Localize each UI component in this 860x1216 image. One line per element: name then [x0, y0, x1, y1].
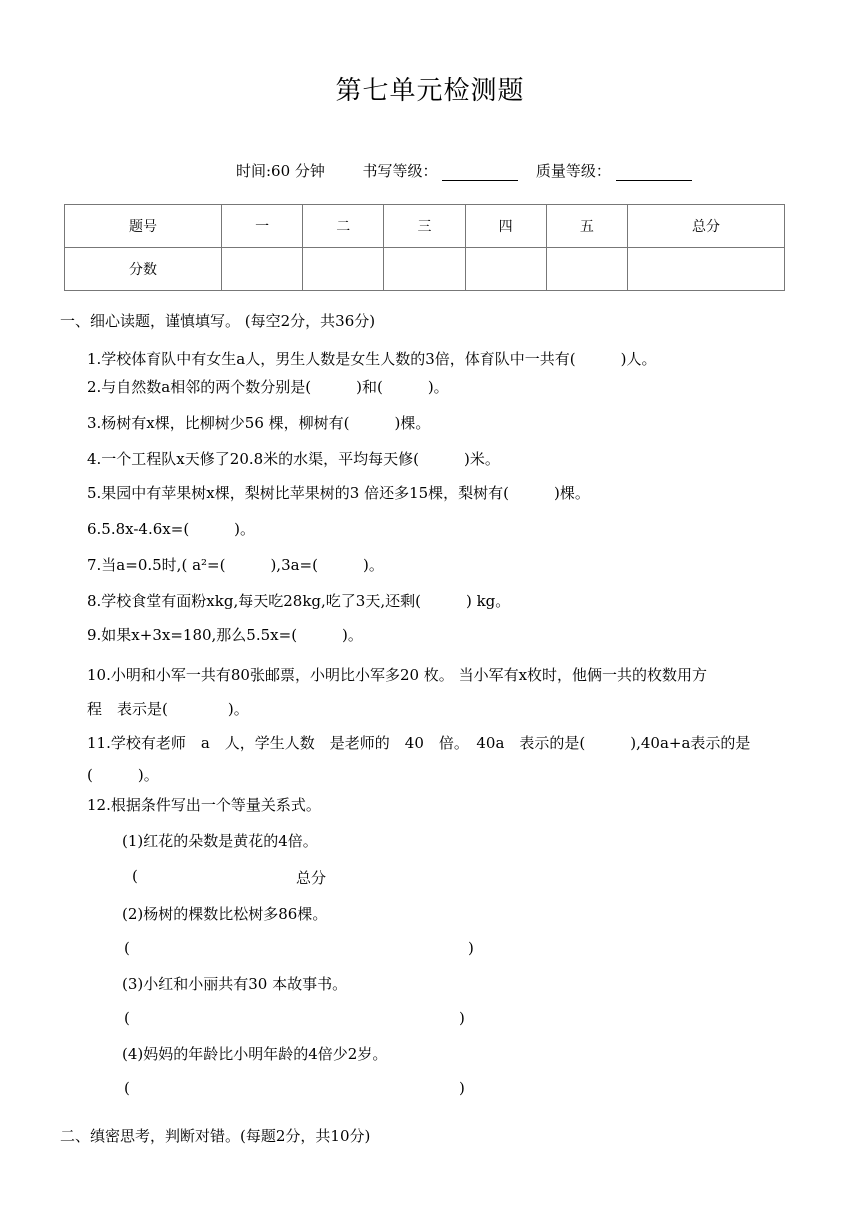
- question-3: 3.杨树有x棵，比柳树少56 棵，柳树有( )棵。: [87, 414, 431, 432]
- header-cell-3: 三: [384, 205, 465, 248]
- question-10-line-2: 程 表示是( )。: [87, 700, 249, 718]
- score-cell[interactable]: [465, 248, 546, 291]
- score-row-label: 分数: [65, 248, 222, 291]
- header-cell-1: 一: [221, 205, 302, 248]
- sub-question-1: (1)红花的朵数是黄花的4倍。: [122, 832, 318, 850]
- question-4: 4.一个工程队x天修了20.8米的水渠，平均每天修( )米。: [87, 450, 500, 468]
- sub-question-2: (2)杨树的棵数比松树多86棵。: [122, 905, 328, 923]
- header-cell-number: 题号: [65, 205, 222, 248]
- answer-paren-open: (: [124, 1009, 130, 1027]
- question-8: 8.学校食堂有面粉xkg,每天吃28kg,吃了3天,还剩( ) kg。: [87, 592, 511, 610]
- header-cell-2: 二: [303, 205, 384, 248]
- score-cell[interactable]: [384, 248, 465, 291]
- answer-paren-close: ): [468, 939, 474, 957]
- answer-paren-close: ): [459, 1079, 465, 1097]
- header-cell-5: 五: [546, 205, 627, 248]
- exam-meta: [236, 160, 692, 181]
- score-cell[interactable]: [627, 248, 784, 291]
- question-11-line-2: ( )。: [87, 766, 159, 784]
- quality-grade-label: 质量等级：: [535, 162, 611, 180]
- section-1-heading: 一、细心读题，谨慎填写。 (每空2分，共36分): [60, 312, 376, 330]
- answer-paren-open: (: [124, 1079, 130, 1097]
- question-9: 9.如果x+3x=180,那么5.5x=( )。: [87, 626, 363, 644]
- answer-paren-open: (: [124, 939, 130, 957]
- header-cell-total: 总分: [627, 205, 784, 248]
- writing-grade-label: 书写等级：: [362, 162, 438, 180]
- sub-question-4: (4)妈妈的年龄比小明年龄的4倍少2岁。: [122, 1045, 388, 1063]
- page-title: 第七单元检测题: [335, 76, 525, 106]
- score-cell[interactable]: [303, 248, 384, 291]
- question-5: 5.果园中有苹果树x棵，梨树比苹果树的3 倍还多15棵，梨树有( )棵。: [87, 484, 590, 502]
- question-2: 2.与自然数a相邻的两个数分别是( )和( )。: [87, 378, 449, 396]
- header-cell-4: 四: [465, 205, 546, 248]
- quality-grade-blank[interactable]: [616, 165, 692, 181]
- sub-question-3: (3)小红和小丽共有30 本故事书。: [122, 975, 348, 993]
- stray-total-label: 总分: [296, 869, 327, 887]
- question-6: 6.5.8x-4.6x=( )。: [87, 520, 256, 538]
- question-12: 12.根据条件写出一个等量关系式。: [87, 796, 321, 814]
- score-cell[interactable]: [221, 248, 302, 291]
- question-7: 7.当a=0.5时,( a²=( ),3a=( )。: [87, 556, 384, 574]
- score-table-score-row: [65, 248, 785, 291]
- score-table-header-row: [65, 205, 785, 248]
- writing-grade-blank[interactable]: [442, 165, 518, 181]
- score-table: [64, 204, 785, 291]
- score-cell[interactable]: [546, 248, 627, 291]
- question-1: 1.学校体育队中有女生a人，男生人数是女生人数的3倍，体育队中一共有( )人。: [87, 350, 657, 368]
- question-10-line-1: 10.小明和小军一共有80张邮票，小明比小军多20 枚。 当小军有x枚时，他俩一共的枚数用方: [87, 666, 708, 684]
- question-11-line-1: 11.学校有老师 a 人，学生人数 是老师的 40 倍。 40a 表示的是( ),40a+a表示的是: [87, 734, 751, 752]
- answer-paren-open: (: [132, 867, 138, 885]
- answer-paren-close: ): [459, 1009, 465, 1027]
- time-limit: 时间:60 分钟: [236, 162, 325, 180]
- section-2-heading: 二、缜密思考，判断对错。(每题2分，共10分): [60, 1127, 371, 1145]
